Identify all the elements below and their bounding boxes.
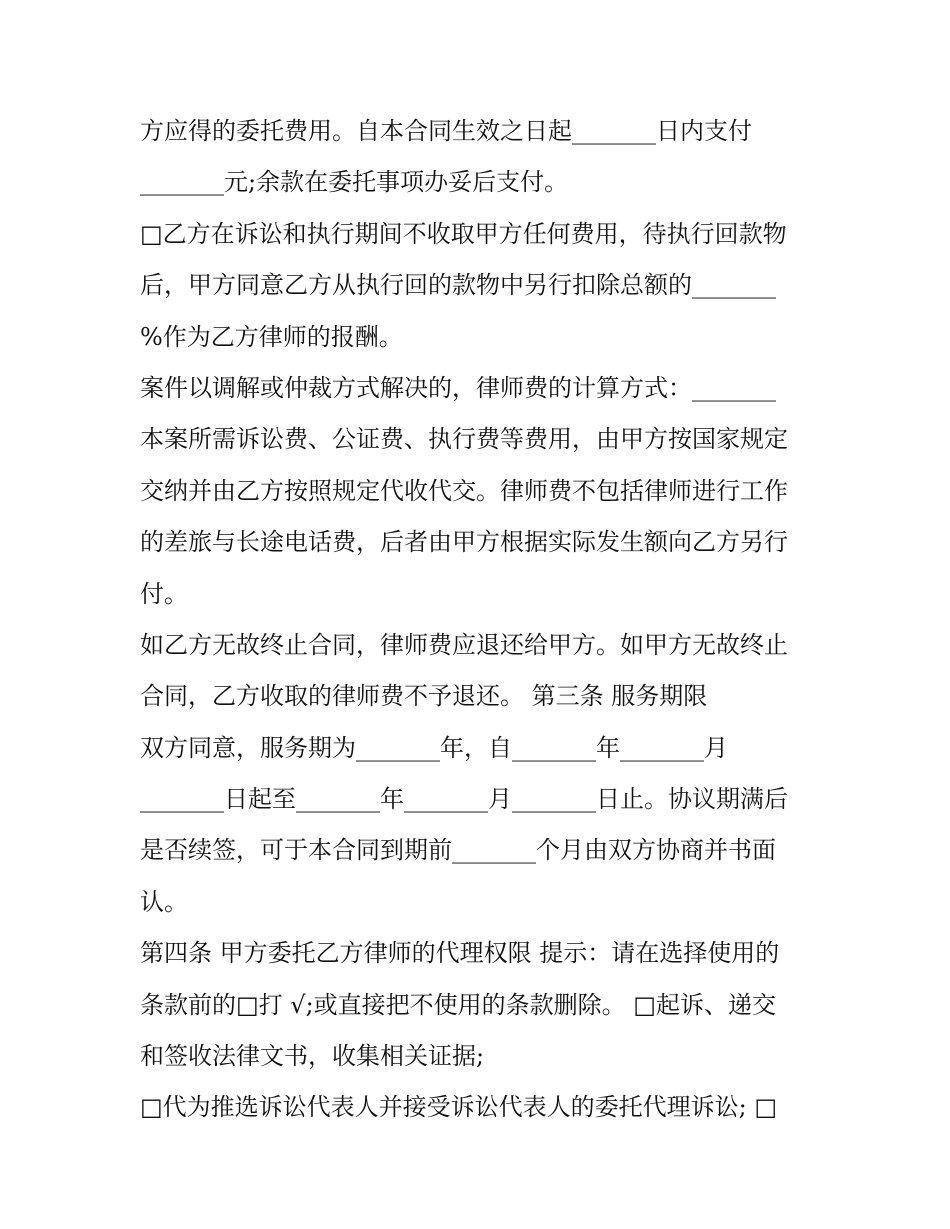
text-line: 如乙方无故终止合同，律师费应退还给甲方。如甲方无故终止 xyxy=(140,630,788,659)
text-line: 认。 xyxy=(140,887,188,916)
text-line: 交纳并由乙方按照规定代收代交。律师费不包括律师进行工作 xyxy=(140,476,788,505)
text-line: 是否续签，可于本合同到期前_______个月由双方协商并书面 xyxy=(140,836,776,865)
contract-text xyxy=(140,106,830,1134)
text-line: 双方同意，服务期为_______年，自_______年_______月 xyxy=(140,733,728,762)
text-line: _______元;余款在委托事项办妥后支付。 xyxy=(140,168,569,197)
text-line: 方应得的委托费用。自本合同生效之日起_______日内支付 xyxy=(140,117,752,145)
text-line: 第四条 甲方委托乙方律师的代理权限 提示：请在选择使用的 xyxy=(140,939,780,968)
text-line: _______日起至_______年_______月_______日止。协议期满后 xyxy=(140,785,788,814)
text-line: %作为乙方律师的报酬。 xyxy=(140,322,403,351)
text-line: 付。 xyxy=(140,579,188,608)
text-line: 后，甲方同意乙方从执行回的款物中另行扣除总额的_______ xyxy=(140,271,776,300)
text-line: 合同，乙方收取的律师费不予退还。 第三条 服务期限 xyxy=(140,682,708,711)
text-line: 本案所需诉讼费、公证费、执行费等费用，由甲方按国家规定 xyxy=(140,425,788,454)
text-line: □乙方在诉讼和执行期间不收取甲方任何费用，待执行回款物 xyxy=(140,219,787,248)
text-line: 案件以调解或仲裁方式解决的，律师费的计算方式：_______ xyxy=(140,373,776,402)
text-line: 条款前的□打 √;或直接把不使用的条款删除。 □起诉、递交 xyxy=(140,990,776,1019)
text-line: □代为推选诉讼代表人并接受诉讼代表人的委托代理诉讼; □ xyxy=(140,1093,778,1122)
text-line: 和签收法律文书，收集相关证据; xyxy=(140,1042,485,1071)
text-line: 的差旅与长途电话费，后者由甲方根据实际发生额向乙方另行 xyxy=(140,528,788,557)
